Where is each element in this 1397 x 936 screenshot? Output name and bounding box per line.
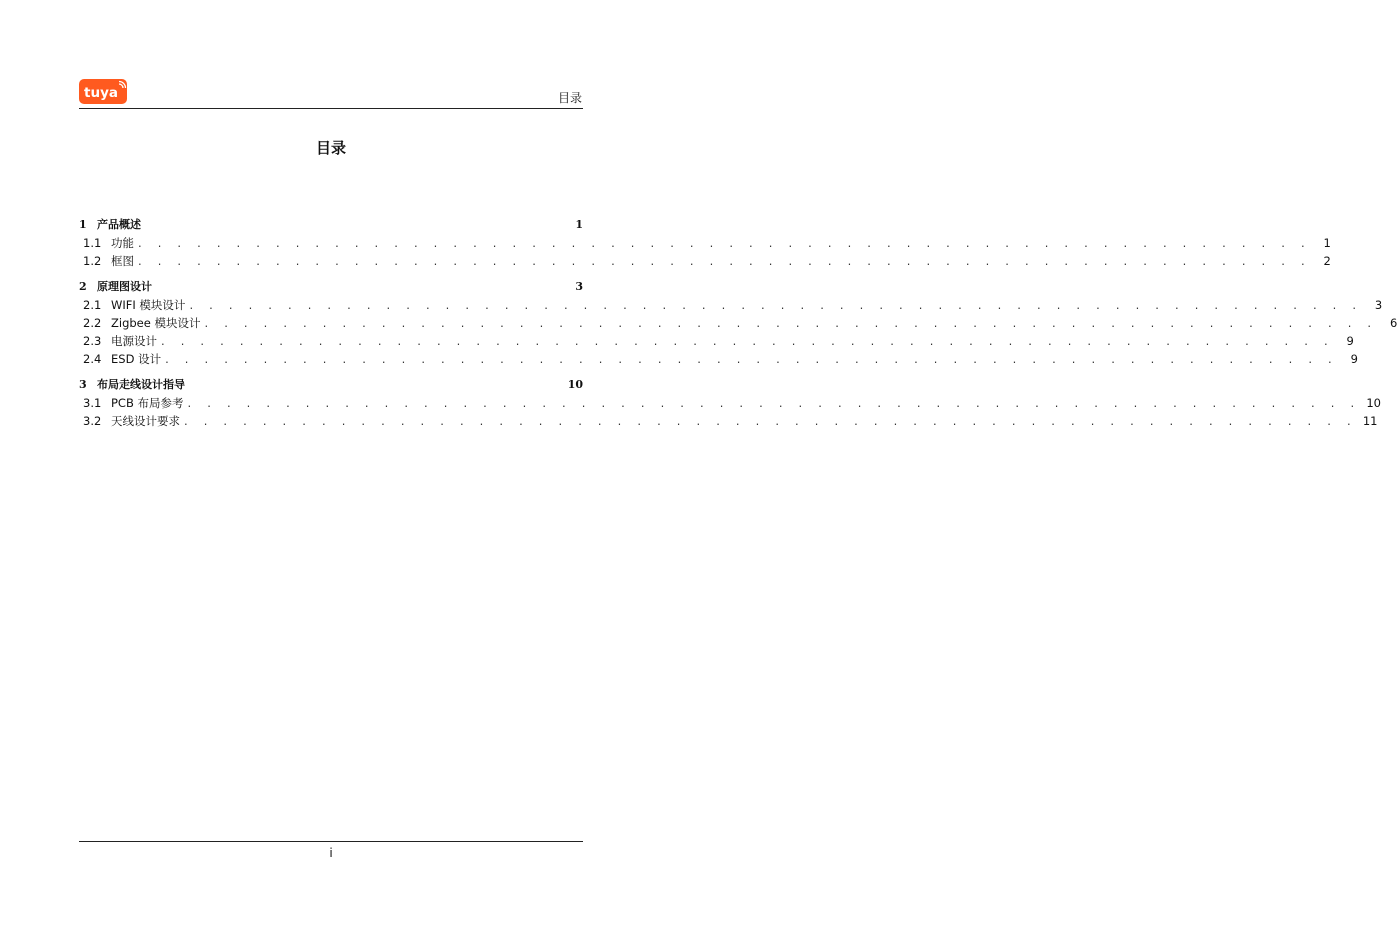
running-header-title: 目录 xyxy=(557,91,582,105)
toc-chapter xyxy=(79,216,1331,270)
toc-chapter-entry[interactable] xyxy=(79,278,583,296)
section-page-number: 11 xyxy=(1362,414,1378,428)
toc-section-entry[interactable] xyxy=(79,394,1381,412)
chapter-number: 2 xyxy=(79,280,87,293)
toc-heading: 目录 xyxy=(315,139,346,157)
chapter-title: 布局走线设计指导 xyxy=(97,378,185,391)
toc-section-entry[interactable] xyxy=(79,332,1354,350)
chapter-number: 3 xyxy=(79,378,87,391)
section-page-number: 9 xyxy=(1346,334,1354,348)
chapter-number: 1 xyxy=(79,218,87,231)
footer-page-number: i xyxy=(329,846,333,860)
section-number: 1.2 xyxy=(83,254,102,268)
dot-leader: . . . . . . . . . . . . . . . . . . . . . . . . . . . . . . . . . . . . . . . . . . . . . . . . . . . . . . . . . . . . xyxy=(204,316,1378,330)
section-number: 2.1 xyxy=(83,298,102,312)
chapter-page-number: 1 xyxy=(575,218,583,231)
section-page-number: 10 xyxy=(1366,396,1381,410)
chapter-page-number: 3 xyxy=(575,280,583,293)
section-number: 2.3 xyxy=(83,334,102,348)
section-title: 框图 xyxy=(111,254,134,268)
dot-leader: . . . . . . . . . . . . . . . . . . . . . . . . . . . . . . . . . . . . . . . . . . . . . . . . . . . . . . . . . . . . xyxy=(189,298,1363,312)
toc-section-entry[interactable] xyxy=(79,350,1358,368)
tuya-logo xyxy=(79,79,127,104)
dot-leader: . . . . . . . . . . . . . . . . . . . . . . . . . . . . . . . . . . . . . . . . . . . . . . . . . . . . . . . . . . . . xyxy=(138,254,1311,268)
svg-text:tuya: tuya xyxy=(84,85,118,101)
section-page-number: 3 xyxy=(1374,298,1383,312)
toc-section-entry[interactable] xyxy=(79,252,1331,270)
toc-chapter-entry[interactable] xyxy=(79,376,583,394)
chapter-title: 产品概述 xyxy=(97,218,141,231)
section-title: PCB 布局参考 xyxy=(111,396,184,410)
section-title: 功能 xyxy=(111,236,134,250)
dot-leader: . . . . . . . . . . . . . . . . . . . . . . . . . . . . . . . . . . . . . . . . . . . . . . . . . . . . . . . . . . . . xyxy=(187,396,1361,410)
dot-leader: . . . . . . . . . . . . . . . . . . . . . . . . . . . . . . . . . . . . . . . . . . . . . . . . . . . . . . . . . . . . xyxy=(184,414,1357,428)
section-number: 3.1 xyxy=(83,396,102,410)
section-title: WIFI 模块设计 xyxy=(111,298,186,312)
toc-section-entry[interactable] xyxy=(79,296,1383,314)
toc-section-entry[interactable] xyxy=(79,234,1331,252)
dot-leader: . . . . . . . . . . . . . . . . . . . . . . . . . . . . . . . . . . . . . . . . . . . . . . . . . . . . . . . . . . . . xyxy=(161,334,1334,348)
chapter-title: 原理图设计 xyxy=(97,280,152,293)
section-page-number: 1 xyxy=(1323,236,1331,250)
section-number: 2.2 xyxy=(83,316,102,330)
chapter-page-number: 10 xyxy=(567,378,583,391)
section-page-number: 9 xyxy=(1350,352,1358,366)
section-page-number: 6 xyxy=(1389,316,1397,330)
toc-chapter-entry[interactable] xyxy=(79,216,583,234)
header-divider xyxy=(79,108,583,109)
section-title: 电源设计 xyxy=(111,334,157,348)
section-title: Zigbee 模块设计 xyxy=(111,316,201,330)
section-title: ESD 设计 xyxy=(111,352,162,366)
toc-section-entry[interactable] xyxy=(79,412,1378,430)
section-number: 2.4 xyxy=(83,352,102,366)
section-title: 天线设计要求 xyxy=(111,414,180,428)
dot-leader: . . . . . . . . . . . . . . . . . . . . . . . . . . . . . . . . . . . . . . . . . . . . . . . . . . . . . . . . . . . . xyxy=(165,352,1338,366)
footer-divider xyxy=(79,841,583,842)
toc-chapter xyxy=(79,376,1381,430)
toc-chapter xyxy=(79,278,1397,368)
section-number: 1.1 xyxy=(83,236,102,250)
section-number: 3.2 xyxy=(83,414,102,428)
table-of-contents xyxy=(79,216,1397,438)
dot-leader: . . . . . . . . . . . . . . . . . . . . . . . . . . . . . . . . . . . . . . . . . . . . . . . . . . . . . . . . . . . . xyxy=(138,236,1311,250)
section-page-number: 2 xyxy=(1323,254,1331,268)
toc-section-entry[interactable] xyxy=(79,314,1397,332)
